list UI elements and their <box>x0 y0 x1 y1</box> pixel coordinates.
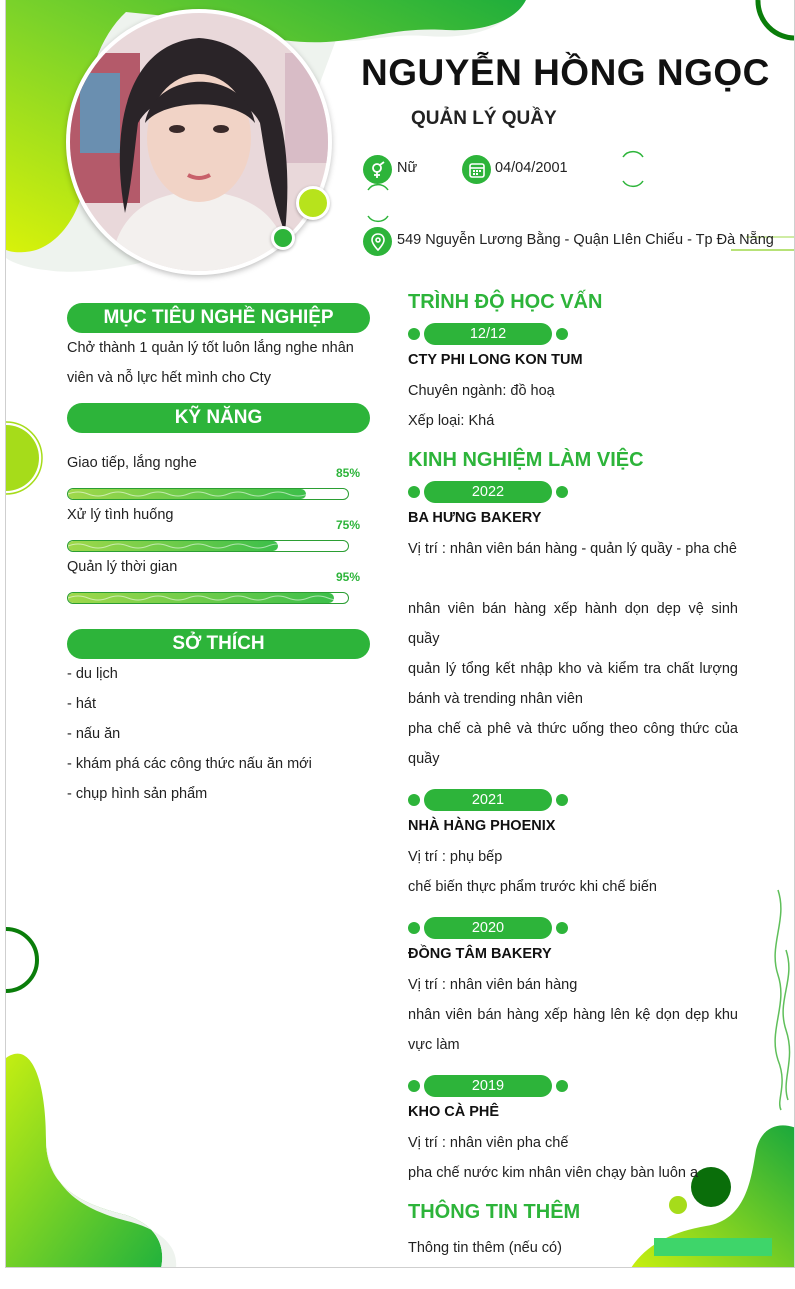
skill-bar <box>67 488 349 500</box>
right-squiggle-1 <box>775 890 782 1110</box>
skill-percent: 95% <box>336 570 361 584</box>
company-name: KHO CÀ PHÊ <box>408 1104 500 1120</box>
job-detail: Vị trí : nhân viên pha chế <box>408 1135 569 1151</box>
objective-line-2: viên và nỗ lực hết mình cho Cty <box>67 370 271 386</box>
objective-heading: MỤC TIÊU NGHỀ NGHIỆP <box>67 303 370 333</box>
extra-info-heading: THÔNG TIN THÊM <box>408 1201 581 1223</box>
hobby-item: - hát <box>67 696 97 712</box>
hobbies-heading: SỞ THÍCH <box>67 629 370 659</box>
timeline-dot <box>556 794 568 806</box>
education-date-pill <box>408 323 568 345</box>
skill-name: Quản lý thời gian <box>67 559 178 575</box>
hobby-item: - chụp hình sản phẩm <box>67 786 208 802</box>
hobby-item: - nấu ăn <box>67 726 121 742</box>
hobby-item: - khám phá các công thức nấu ăn mới <box>67 756 312 772</box>
job-detail: pha chế cà phê và thức uống theo công thức của quầy <box>408 721 738 767</box>
job-year-pill <box>408 789 568 811</box>
company-name: BA HƯNG BAKERY <box>408 510 542 526</box>
job-detail: quản lý tổng kết nhập kho và kiểm tra chất lượng bánh và trending nhân viên <box>408 661 738 707</box>
job-detail: chế biến thực phẩm trước khi chế biến <box>408 879 657 895</box>
bottom-left-blob <box>6 1054 162 1268</box>
skill-percent: 75% <box>336 518 361 532</box>
skill-bar-wave <box>68 593 348 603</box>
skill-bar-wave <box>68 489 348 499</box>
hobby-item: - du lịch <box>67 666 118 682</box>
job-year: 2020 <box>424 917 552 939</box>
avatar-green-dot <box>271 226 295 250</box>
timeline-dot <box>408 1080 420 1092</box>
timeline-dot <box>556 486 568 498</box>
skill-name: Giao tiếp, lắng nghe <box>67 455 197 471</box>
job-year-pill <box>408 917 568 939</box>
skill-name: Xử lý tình huống <box>67 507 174 523</box>
skill-bar-wave <box>68 541 348 551</box>
info-arc-2 <box>623 181 643 186</box>
avatar-lime-dot <box>296 186 330 220</box>
timeline-dot <box>408 486 420 498</box>
extra-info-text: Thông tin thêm (nếu có) <box>408 1240 562 1256</box>
education-major: Chuyên ngành: đồ hoạ <box>408 383 555 399</box>
bottom-right-lime-bar <box>654 1238 772 1256</box>
job-year: 2022 <box>424 481 552 503</box>
skill-bar <box>67 540 349 552</box>
info-arc-1 <box>623 152 643 157</box>
date-of-birth: 04/04/2001 <box>495 160 568 176</box>
skill-percent: 85% <box>336 466 361 480</box>
job-detail: pha chế nước kim nhân viên chạy bàn luôn a <box>408 1165 699 1181</box>
info-arc-3 <box>368 185 388 190</box>
timeline-dot <box>408 794 420 806</box>
left-lower-ring <box>6 929 37 991</box>
experience-heading: KINH NGHIỆM LÀM VIỆC <box>408 449 644 471</box>
job-year: 2019 <box>424 1075 552 1097</box>
job-year-pill <box>408 481 568 503</box>
bottom-right-lime-dot <box>669 1196 687 1214</box>
job-detail: nhân viên bán hàng xếp hàng lên kệ dọn dẹp khu vực làm <box>408 1007 738 1053</box>
job-detail: Vị trí : phụ bếp <box>408 849 503 865</box>
job-detail: Vị trí : nhân viên bán hàng <box>408 977 578 993</box>
job-detail: nhân viên bán hàng xếp hành dọn dẹp vệ sinh quầy <box>408 601 738 647</box>
job-detail: Vị trí : nhân viên bán hàng - quản lý quầy - pha chê <box>408 541 737 557</box>
location-pin-icon <box>363 227 392 256</box>
timeline-dot <box>408 922 420 934</box>
school-name: CTY PHI LONG KON TUM <box>408 352 583 368</box>
education-heading: TRÌNH ĐỘ HỌC VẤN <box>408 291 603 313</box>
job-year-pill <box>408 1075 568 1097</box>
timeline-dot <box>556 328 568 340</box>
company-name: ĐỒNG TÂM BAKERY <box>408 946 552 962</box>
gender-value: Nữ <box>397 160 418 176</box>
calendar-icon <box>462 155 491 184</box>
right-squiggle-2 <box>783 950 789 1100</box>
timeline-dot <box>556 922 568 934</box>
cv-page <box>5 0 795 1268</box>
full-name: NGUYỄN HỒNG NGỌC <box>361 52 770 93</box>
education-grade: Xếp loại: Khá <box>408 413 495 429</box>
company-name: NHÀ HÀNG PHOENIX <box>408 818 556 834</box>
top-right-ring <box>758 0 795 38</box>
address: 549 Nguyễn Lương Bằng - Quận LIên Chiểu - Tp Đà Nẵng <box>397 232 774 248</box>
job-title: QUẢN LÝ QUẦY <box>411 108 557 129</box>
job-year: 2021 <box>424 789 552 811</box>
education-date: 12/12 <box>424 323 552 345</box>
timeline-dot <box>408 328 420 340</box>
skill-bar <box>67 592 349 604</box>
objective-line-1: Chở thành 1 quản lý tốt luôn lắng nghe nhân <box>67 340 354 356</box>
skills-heading: KỸ NĂNG <box>67 403 370 433</box>
info-arc-4 <box>368 216 388 221</box>
gender-icon <box>363 155 392 184</box>
timeline-dot <box>556 1080 568 1092</box>
